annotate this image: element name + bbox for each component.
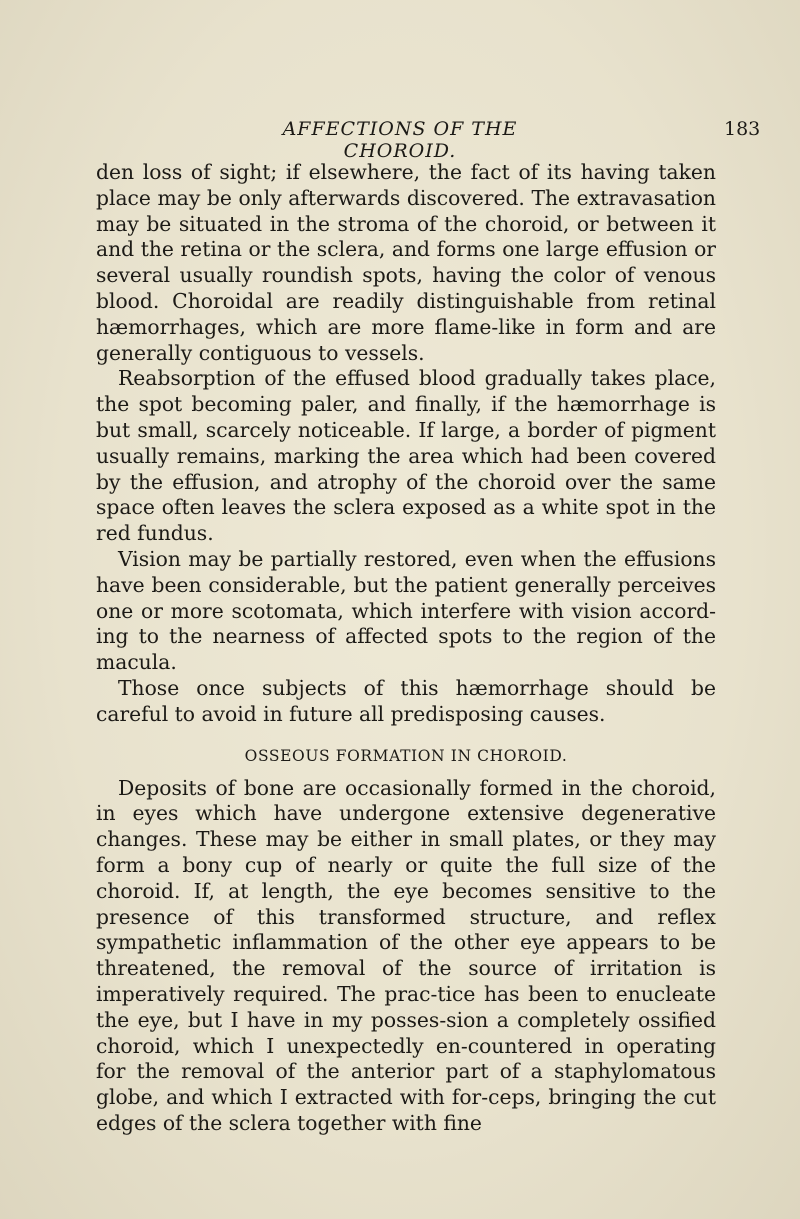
body-text (96, 160, 716, 1137)
running-title: AFFECTIONS OF THE CHOROID. (282, 118, 518, 162)
section-paragraph: Deposits of bone are occasionally formed in the choroid, in eyes which have undergone extensive degenerative changes. These may be either in small plates, or they may form a bony cup of nearly or quite the full size of the choroid. If, at length, the eye becomes sensitive to the presence of this transformed structure, and reflex sympathetic inflammation of the other eye appears to be threatened, the removal of the source of irritation is imperatively required. The prac-tice has been to enucleate the eye, but I have in my posses-sion a completely ossified choroid, which I unexpectedly en-countered in operating for the removal of the anterior part of a staphylomatous globe, and which I extracted with for-ceps, bringing the cut edges of the sclera together with fine (96, 775, 716, 1135)
page-number: 183 (724, 118, 761, 140)
section-heading: OSSEOUS FORMATION IN CHOROID. (244, 746, 568, 765)
paragraph-4: Those once subjects of this hæmorrhage should be careful to avoid in future all predisposing causes. (96, 675, 716, 726)
paragraph-2: Reabsorption of the effused blood gradually takes place, the spot becoming paler, and finally, if the hæmorrhage is but small, scarcely noticeable. If large, a border of pigment usually remains, marking the area which had been covered by the effusion, and atrophy of the choroid over the same space often leaves the sclera exposed as a white spot in the red fundus. (96, 366, 716, 546)
paragraph-1: den loss of sight; if elsewhere, the fact of its having taken place may be only afterwards discovered. The extravasation may be situated in the stroma of the choroid, or between it and the retina or the sclera, and forms one large effusion or several usually roundish spots, having the color of venous blood. Choroidal are readily distinguishable from retinal hæmorrhages, which are more flame-like in form and are generally contiguous to vessels. (96, 160, 716, 365)
paragraph-3: Vision may be partially restored, even when the effusions have been considerable, but the patient generally perceives one or more scotomata, which interfere with vision accord-ing to the nearness of affected spots to the region of the macula. (96, 546, 716, 675)
